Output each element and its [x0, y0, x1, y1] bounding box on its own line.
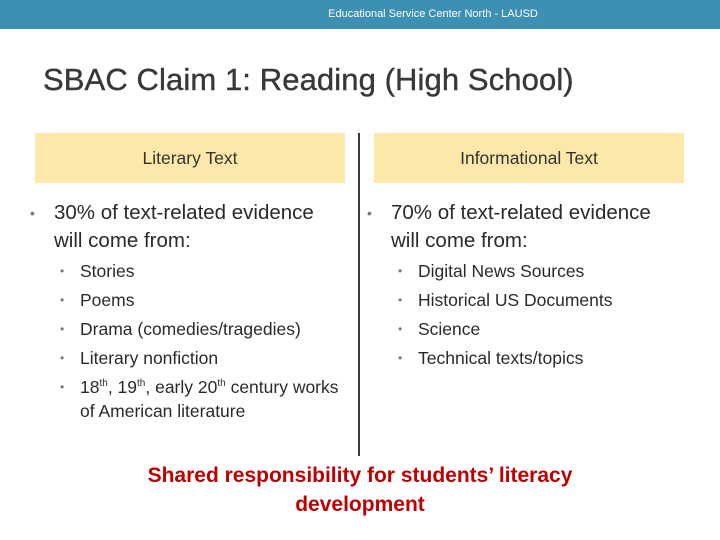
- bullet-icon: •: [398, 264, 403, 278]
- top-banner: [0, 0, 720, 29]
- list-item-text: Literary nonfiction: [80, 348, 219, 368]
- bullet-icon: •: [60, 264, 65, 278]
- bullet-icon: •: [398, 351, 403, 365]
- list-item: [60, 375, 350, 423]
- literary-sources-list: [60, 259, 350, 423]
- slide-title: SBAC Claim 1: Reading (High School): [43, 62, 574, 97]
- informational-lead-text: 70% of text-related evidence will come from:: [391, 201, 651, 252]
- shared-responsibility-note: Shared responsibility for students’ literacy development: [147, 464, 573, 516]
- list-item: [398, 346, 698, 375]
- informational-lead-bullet: [367, 199, 677, 255]
- literary-text-header: [35, 133, 345, 183]
- informational-text-header: [374, 133, 684, 183]
- list-item: [398, 259, 698, 288]
- bullet-icon: •: [60, 351, 65, 365]
- list-item-text: Science: [418, 319, 481, 339]
- bullet-icon: •: [60, 322, 65, 336]
- bullet-icon: •: [30, 205, 35, 221]
- literary-text-heading: Literary Text: [142, 147, 238, 168]
- list-item-text: 18th, 19th, early 20th century works of American literature: [80, 377, 339, 421]
- list-item-text: Technical texts/topics: [418, 348, 584, 368]
- column-divider: [358, 133, 360, 456]
- list-item: [398, 288, 698, 317]
- list-item: [398, 317, 698, 346]
- list-item-text: Historical US Documents: [418, 290, 613, 310]
- list-item-text: Stories: [80, 261, 135, 281]
- bullet-icon: •: [60, 380, 65, 394]
- list-item: [60, 288, 350, 317]
- informational-sources-list: [398, 259, 698, 375]
- list-item: [60, 259, 350, 288]
- bullet-icon: •: [367, 205, 372, 221]
- list-item: [60, 346, 350, 375]
- literary-lead-bullet: [30, 199, 330, 255]
- informational-text-heading: Informational Text: [460, 147, 598, 168]
- bullet-icon: •: [398, 322, 403, 336]
- banner-text: Educational Service Center North - LAUSD: [328, 8, 538, 20]
- list-item-text: Poems: [80, 290, 135, 310]
- literary-lead-text: 30% of text-related evidence will come from:: [54, 201, 314, 252]
- list-item: [60, 317, 350, 346]
- list-item-text: Digital News Sources: [418, 261, 585, 281]
- bullet-icon: •: [60, 293, 65, 307]
- bullet-icon: •: [398, 293, 403, 307]
- list-item-text: Drama (comedies/tragedies): [80, 319, 301, 339]
